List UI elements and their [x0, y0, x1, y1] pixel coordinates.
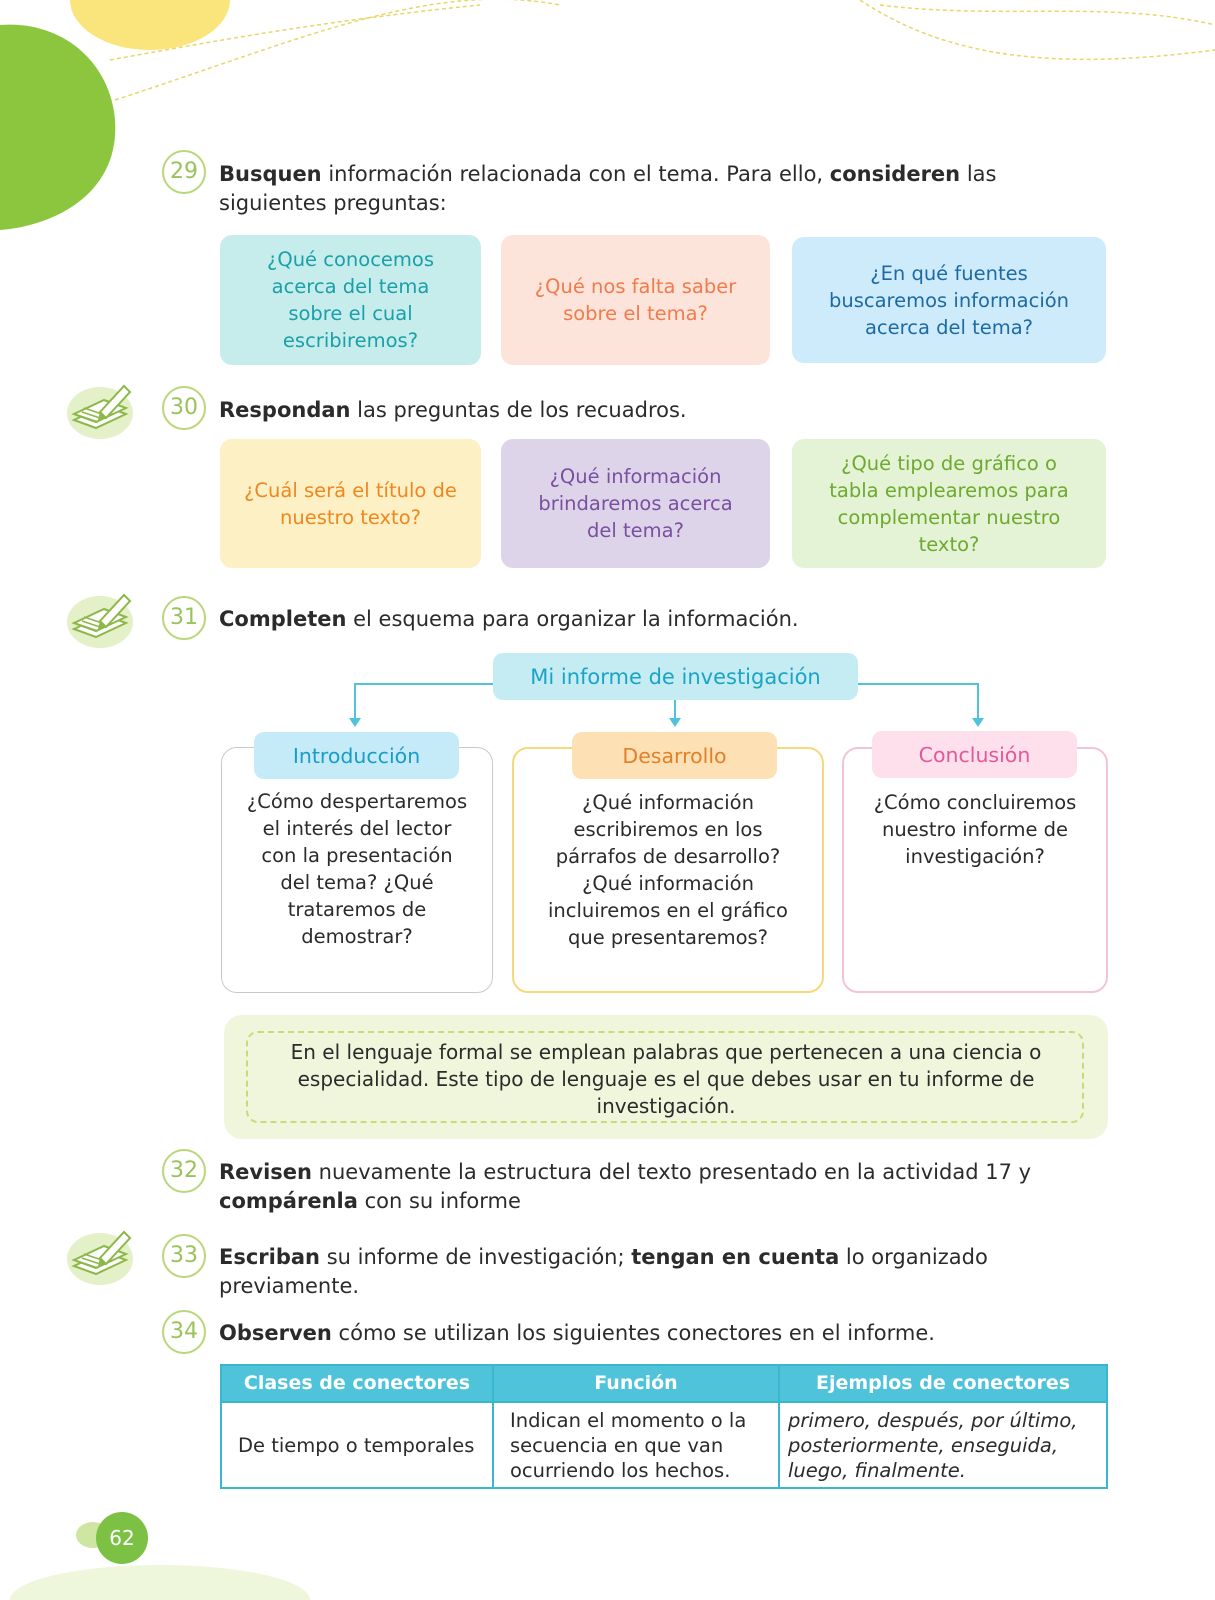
introduction-question: ¿Cómo despertaremos el interés del lector con la presentación del tema? ¿Qué trataremos de demostrar?: [246, 790, 468, 948]
table-header-row: [221, 1365, 1107, 1402]
activity-number-34: 34: [162, 1310, 206, 1354]
table-cell: primero, después, por último, posteriormente, enseguida, luego, finalmente.: [779, 1402, 1107, 1488]
instruction-text: las preguntas de los recuadros.: [350, 398, 687, 422]
scheme-root: Mi informe de investigación: [493, 653, 858, 700]
answer-box-green: ¿Qué tipo de gráfico o tabla emplearemos para complementar nuestro texto?: [792, 439, 1106, 568]
instruction-verb: Completen: [219, 607, 347, 631]
instruction-text: el esquema para organizar la información.: [346, 607, 799, 631]
answer-box-yellow: ¿Cuál será el título de nuestro texto?: [220, 439, 481, 568]
column-header: Ejemplos de conectores: [779, 1365, 1107, 1402]
pencil-book-icon: [66, 1224, 134, 1286]
page-number: 62: [96, 1512, 148, 1564]
instruction-verb: compárenla: [219, 1189, 358, 1213]
activity-34-instruction: [219, 1319, 1099, 1348]
instruction-verb: Respondan: [219, 398, 351, 422]
activity-32-instruction: [219, 1158, 1099, 1216]
table-cell: De tiempo o temporales: [221, 1402, 493, 1488]
scheme-box-conclusion: [842, 747, 1108, 993]
development-question: ¿Qué información escribiremos en los párrafos de desarrollo? ¿Qué información incluiremos en el gráfico que presentaremos?: [547, 791, 788, 949]
instruction-verb: tengan en cuenta: [631, 1245, 840, 1269]
instruction-verb: consideren: [829, 162, 961, 186]
instruction-text: nuevamente la estructura del texto presentado en la actividad 17 y: [312, 1160, 1032, 1184]
question-box-blue: ¿En qué fuentes buscaremos información acerca del tema?: [792, 237, 1106, 363]
activity-33-instruction: [219, 1243, 1099, 1301]
connectors-table: [220, 1364, 1108, 1489]
instruction-verb: Revisen: [219, 1160, 312, 1184]
scheme-header-conclusion: Conclusión: [872, 731, 1077, 778]
instruction-verb: Observen: [219, 1321, 332, 1345]
activity-number-29: 29: [162, 150, 206, 194]
scheme-box-development: [512, 747, 824, 993]
activity-number-30: 30: [162, 386, 206, 430]
column-header: Función: [493, 1365, 779, 1402]
instruction-text: cómo se utilizan los siguientes conectores en el informe.: [331, 1321, 935, 1345]
instruction-verb: Busquen: [219, 162, 322, 186]
activity-number-31: 31: [162, 596, 206, 640]
scheme-connectors: [0, 0, 1215, 760]
instruction-text: lo organizado previamente.: [219, 1245, 988, 1298]
column-header: Clases de conectores: [221, 1365, 493, 1402]
instruction-text: las siguientes preguntas:: [219, 162, 997, 215]
scheme-box-introduction: [221, 747, 493, 993]
question-box-peach: ¿Qué nos falta saber sobre el tema?: [501, 235, 770, 365]
activity-number-33: 33: [162, 1234, 206, 1278]
activity-number-32: 32: [162, 1149, 206, 1193]
instruction-text: con su informe: [357, 1189, 521, 1213]
instruction-verb: Escriban: [219, 1245, 321, 1269]
note-text: En el lenguaje formal se emplean palabras que pertenecen a una ciencia o especialidad. Este tipo de lenguaje es el que debes usar en tu informe de investigación.: [290, 1040, 1042, 1118]
note-box: [224, 1015, 1108, 1139]
answer-box-purple: ¿Qué información brindaremos acerca del tema?: [501, 439, 770, 568]
instruction-text: su informe de investigación;: [320, 1245, 632, 1269]
scheme-header-introduction: Introducción: [254, 732, 459, 779]
table-cell: Indican el momento o la secuencia en que van ocurriendo los hechos.: [493, 1402, 779, 1488]
instruction-text: información relacionada con el tema. Para ello,: [321, 162, 830, 186]
question-box-teal: ¿Qué conocemos acerca del tema sobre el cual escribiremos?: [220, 235, 481, 365]
table-row: [221, 1402, 1107, 1488]
conclusion-question: ¿Cómo concluiremos nuestro informe de investigación?: [873, 791, 1077, 868]
scheme-header-development: Desarrollo: [572, 732, 777, 779]
